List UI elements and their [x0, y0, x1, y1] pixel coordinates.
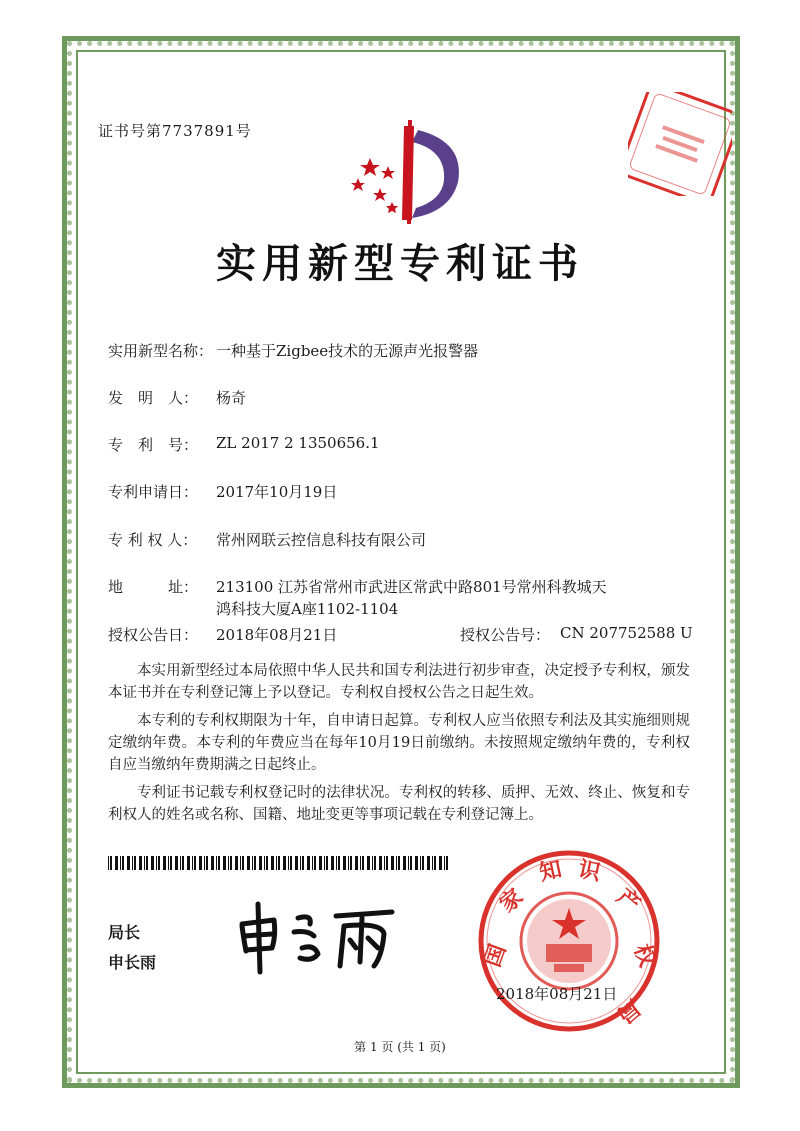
barcode-bar — [396, 856, 397, 870]
barcode-bar — [139, 856, 142, 870]
barcode-bar — [422, 856, 424, 870]
barcode-bar — [122, 856, 124, 870]
svg-text:国: 国 — [479, 940, 512, 971]
paragraph-2: 本专利的专利权期限为十年，自申请日起算。专利权人应当依照专利法及其实施细则规定缴纳年费。本专利的年费应当在每年10月19日前缴纳。未按照规定缴纳年费的，专利权自应当缴纳年费期满之日起终止。 — [108, 713, 690, 773]
inventor-label: 发 明 人： — [108, 389, 199, 407]
barcode-bar — [379, 856, 382, 870]
barcode-bar — [259, 856, 262, 870]
barcode-bar — [127, 856, 130, 870]
barcode-bar — [175, 856, 178, 870]
address-label: 地 址： — [108, 578, 199, 596]
svg-text:权: 权 — [628, 940, 661, 971]
director-title: 局长 — [108, 923, 141, 942]
barcode-bar — [108, 856, 109, 870]
grant-date-value: 2018年08月21日 — [216, 626, 338, 644]
barcode-bar — [252, 856, 253, 870]
barcode-bar — [372, 856, 373, 870]
barcode-bar — [170, 856, 172, 870]
barcode-bar — [264, 856, 265, 870]
barcode-bar — [266, 856, 268, 870]
barcode-bar — [446, 856, 448, 870]
barcode-bar — [115, 856, 118, 870]
barcode-bar — [247, 856, 250, 870]
barcode-bar — [427, 856, 430, 870]
barcode-bar — [290, 856, 292, 870]
address-line-1: 213100 江苏省常州市武进区常武中路801号常州科教城天 — [216, 578, 607, 596]
certificate-number: 证书号第7737891号 — [98, 122, 252, 140]
barcode-bar — [187, 856, 190, 870]
patentee-label: 专 利 权 人： — [108, 531, 198, 549]
grant-number-label: 授权公告号： — [460, 626, 551, 644]
barcode-bar — [156, 856, 157, 870]
barcode-bar — [391, 856, 394, 870]
address-line-2: 鸿科技大厦A座1102-1104 — [216, 600, 399, 618]
tax-stamp-seal — [628, 92, 732, 196]
barcode-bar — [228, 856, 229, 870]
director-name: 申长雨 — [108, 953, 157, 972]
barcode-bar — [338, 856, 340, 870]
barcode-bar — [362, 856, 364, 870]
barcode-bar — [211, 856, 214, 870]
barcode-bar — [350, 856, 352, 870]
seal-date: 2018年08月21日 — [496, 985, 618, 1003]
svg-text:产: 产 — [611, 883, 646, 918]
barcode-bar — [403, 856, 406, 870]
barcode-bar — [204, 856, 205, 870]
barcode-bar — [242, 856, 244, 870]
barcode-bar — [355, 856, 358, 870]
barcode-bar — [216, 856, 217, 870]
barcode-bar — [326, 856, 328, 870]
official-seal — [474, 846, 664, 1036]
handwritten-signature — [232, 896, 412, 976]
barcode-bar — [386, 856, 388, 870]
patentee-value: 常州网联云控信息科技有限公司 — [216, 531, 427, 549]
barcode-bar — [374, 856, 376, 870]
barcode-bar — [271, 856, 274, 870]
barcode-bar — [300, 856, 301, 870]
barcode-bar — [223, 856, 226, 870]
svg-text:知: 知 — [537, 856, 565, 887]
patent-number-value: ZL 2017 2 1350656.1 — [216, 434, 380, 452]
barcode-bar — [384, 856, 385, 870]
page-title: 实用新型专利证书 — [216, 240, 584, 287]
barcode-bar — [434, 856, 436, 870]
barcode-bar — [134, 856, 136, 870]
barcode-bar — [331, 856, 334, 870]
barcode-bar — [360, 856, 361, 870]
barcode-bar — [307, 856, 310, 870]
barcode-bar — [312, 856, 313, 870]
barcode-bar — [324, 856, 325, 870]
barcode-bar — [398, 856, 400, 870]
grant-number-value: CN 207752588 U — [560, 624, 693, 642]
barcode-bar — [336, 856, 337, 870]
barcode-bar — [168, 856, 169, 870]
barcode-bar — [254, 856, 256, 870]
barcode-bar — [283, 856, 286, 870]
barcode-bar — [206, 856, 208, 870]
barcode-bar — [151, 856, 154, 870]
barcode-bar — [314, 856, 316, 870]
barcode-bar — [192, 856, 193, 870]
barcode-bar — [110, 856, 112, 870]
barcode-bar — [182, 856, 184, 870]
barcode-bar — [278, 856, 280, 870]
barcode-bar — [343, 856, 346, 870]
barcode-bar — [302, 856, 304, 870]
barcode-bar — [420, 856, 421, 870]
svg-text:局: 局 — [611, 994, 646, 1029]
barcode-bar — [218, 856, 220, 870]
barcode-bar — [288, 856, 289, 870]
patent-number-label: 专 利 号： — [108, 436, 199, 454]
barcode-bar — [240, 856, 241, 870]
barcode-bar — [230, 856, 232, 870]
paragraph-3: 专利证书记载专利权登记时的法律状况。专利权的转移、质押、无效、终止、恢复和专利权人的姓名或名称、国籍、地址变更等事项记载在专利登记簿上。 — [108, 785, 690, 823]
barcode-bar — [199, 856, 202, 870]
barcode-bar — [194, 856, 196, 870]
barcode-bar — [348, 856, 349, 870]
utility-model-name-value: 一种基于Zigbee技术的无源声光报警器 — [216, 342, 479, 360]
barcode-bar — [295, 856, 298, 870]
inventor-value: 杨奇 — [216, 389, 247, 407]
barcode-bar — [408, 856, 409, 870]
barcode-bar — [144, 856, 145, 870]
barcode-bar — [235, 856, 238, 870]
barcode — [108, 856, 452, 870]
paragraph-1: 本实用新型经过本局依照中华人民共和国专利法进行初步审查，决定授予专利权，颁发本证书并在专利登记簿上予以登记。专利权自授权公告之日起生效。 — [108, 663, 690, 701]
barcode-bar — [439, 856, 442, 870]
page-footer: 第 1 页 (共 1 页) — [354, 1040, 446, 1054]
svg-text:家: 家 — [494, 883, 529, 918]
barcode-bar — [146, 856, 148, 870]
barcode-bar — [410, 856, 412, 870]
barcode-bar — [367, 856, 370, 870]
barcode-bar — [180, 856, 181, 870]
barcode-bar — [415, 856, 418, 870]
barcode-bar — [444, 856, 445, 870]
barcode-bar — [163, 856, 166, 870]
utility-model-name-label: 实用新型名称： — [108, 342, 214, 360]
barcode-bar — [432, 856, 433, 870]
barcode-bar — [276, 856, 277, 870]
patent-office-logo-icon — [340, 120, 475, 225]
barcode-bar — [120, 856, 121, 870]
filing-date-label: 专利申请日： — [108, 483, 199, 501]
barcode-bar — [158, 856, 160, 870]
barcode-bar — [319, 856, 322, 870]
svg-text:识: 识 — [575, 856, 603, 887]
grant-date-label: 授权公告日： — [108, 626, 199, 644]
filing-date-value: 2017年10月19日 — [216, 483, 338, 501]
barcode-bar — [132, 856, 133, 870]
